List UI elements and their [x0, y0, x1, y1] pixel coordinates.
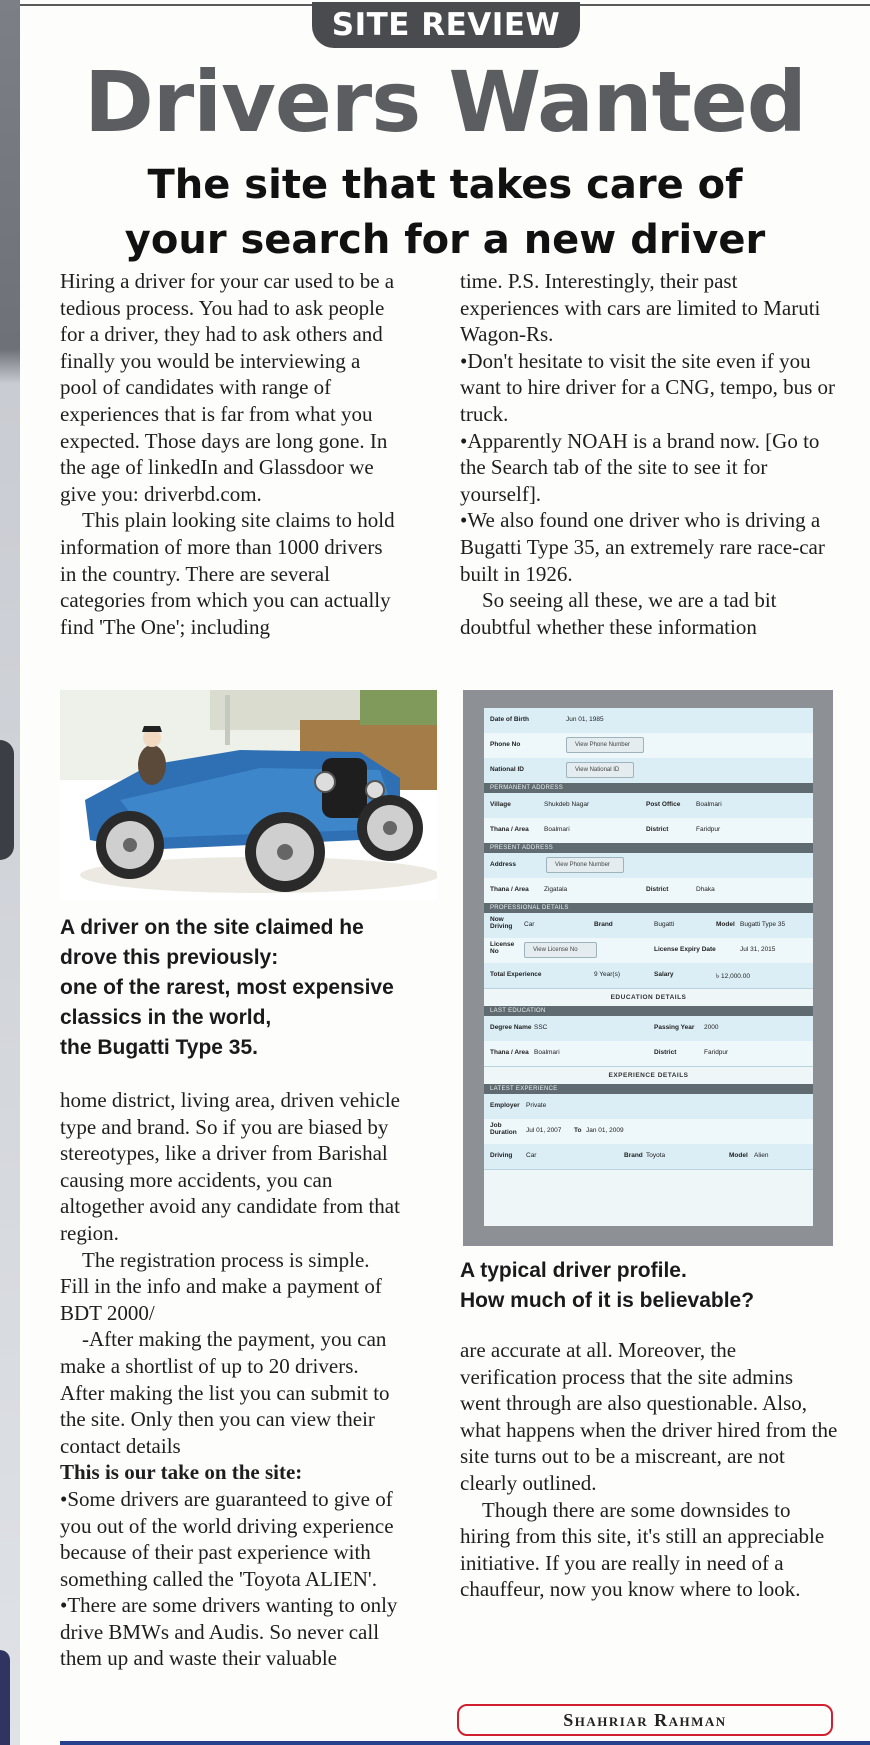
paragraph	[60, 268, 400, 507]
bullet-paragraph	[60, 1486, 400, 1592]
profile-row-experience	[484, 963, 813, 989]
profile-label: To	[574, 1127, 582, 1134]
profile-value: Bugatti	[654, 921, 675, 928]
profile-label: Thana / Area	[490, 1049, 529, 1056]
view-license-button[interactable]: View License No	[524, 942, 597, 958]
education-details-heading: EDUCATION DETAILS	[610, 994, 687, 1001]
view-address-button[interactable]: View Phone Number	[546, 857, 624, 873]
profile-value: ৳ 12,000.00	[716, 973, 750, 980]
view-phone-number-button[interactable]: View Phone Number	[566, 737, 644, 753]
section-latest-experience: LATEST EXPERIENCE	[484, 1084, 813, 1094]
section-permanent-address: PERMANENT ADDRESS	[484, 783, 813, 793]
profile-label: License No	[490, 941, 515, 955]
profile-value: Jun 01, 1985	[566, 716, 604, 723]
profile-row-dob	[484, 708, 813, 734]
paragraph-text: Though there are some downsides to hiring from this site, it's still an appreciable initiative. If you are really in need of a chauffeur, now you know where to look.	[460, 1497, 825, 1602]
paragraph-text: Apparently NOAH is a brand now. [Go to the Search tab of the site to see it for yourself].	[460, 428, 820, 506]
profile-row-edu-thana	[484, 1041, 813, 1067]
bullet-paragraph	[460, 428, 838, 508]
deck-line: your search for a new driver	[124, 217, 766, 263]
bullet-icon: •	[60, 1593, 68, 1618]
deck	[20, 158, 870, 268]
column-2-bottom	[460, 1337, 838, 1603]
bullet-icon: •	[460, 428, 468, 453]
section-present-address: PRESENT ADDRESS	[484, 843, 813, 853]
profile-row-employer	[484, 1094, 813, 1120]
paragraph	[460, 1497, 838, 1603]
paragraph	[60, 1326, 400, 1459]
column-1-top	[60, 268, 400, 640]
profile-value: 2000	[704, 1024, 719, 1031]
paragraph-text: This is our take on the site:	[60, 1460, 303, 1485]
profile-label: Now Driving	[490, 916, 513, 930]
section-kicker: SITE REVIEW	[312, 2, 580, 48]
profile-row-thana	[484, 818, 813, 844]
profile-row-job-duration	[484, 1119, 813, 1145]
paragraph-text: time. P.S. Interestingly, their past experiences with cars are limited to Maruti Wagon-Rs.	[460, 269, 821, 347]
profile-value: Alien	[754, 1152, 769, 1159]
profile-label: Thana / Area	[490, 886, 529, 893]
caption-line: classics in the world,	[60, 1006, 272, 1029]
profile-label: Date of Birth	[490, 716, 529, 723]
column-2-top	[460, 268, 838, 640]
profile-caption	[460, 1256, 840, 1316]
profile-label: Total Experience	[490, 971, 542, 978]
bullet-paragraph	[460, 507, 838, 587]
profile-value: Boalmari	[544, 826, 570, 833]
profile-value: Jan 01, 2009	[586, 1127, 624, 1134]
paragraph-text: -After making the payment, you can make a shortlist of up to 20 drivers. After making the list you can submit to the site. Only then you can view their contact details	[60, 1327, 390, 1458]
paragraph-text: are accurate at all. Moreover, the verification process that the site admins went through are also questionable. Also, what happens when the driver hired from the site turns out to be a miscreant, are not clearly outlined.	[460, 1338, 838, 1495]
profile-row-driving	[484, 1144, 813, 1170]
photo-caption	[60, 913, 440, 1063]
profile-value: 9 Year(s)	[594, 971, 621, 978]
caption-line: A driver on the site claimed he	[60, 916, 364, 939]
driver-profile-screenshot	[463, 690, 833, 1246]
paragraph-text: Hiring a driver for your car used to be a tedious process. You had to ask people for a driver, they had to ask others and finally you would be interviewing a pool of candidates with range of experiences that is far from what you expected. Those days are long gone. In the age of linkedIn and Glassdoor we give you: driverbd.com.	[60, 269, 395, 506]
profile-row-phone	[484, 733, 813, 759]
bugatti-car-illustration	[60, 690, 437, 900]
paragraph	[60, 1087, 400, 1247]
profile-row-license	[484, 938, 813, 964]
profile-value: Private	[526, 1102, 547, 1109]
profile-label: District	[654, 1049, 677, 1056]
section-professional-details: PROFESSIONAL DETAILS	[484, 903, 813, 913]
deck-line: The site that takes care of	[147, 162, 743, 208]
profile-value: Boalmari	[696, 801, 722, 808]
bullet-icon: •	[60, 1486, 68, 1511]
profile-row-address	[484, 853, 813, 879]
paragraph	[460, 268, 838, 348]
profile-label: District	[646, 826, 669, 833]
paragraph	[460, 1337, 838, 1497]
paragraph	[60, 1247, 400, 1327]
profile-value: Jul 31, 2015	[740, 946, 776, 953]
profile-value: Car	[526, 1152, 537, 1159]
paragraph-text: home district, living area, driven vehicle type and brand. So if you are biased by stereotypes, like a driver from Barishal causing more accidents, you can altogether avoid any candidate from that region.	[60, 1088, 400, 1245]
profile-value: Zigatala	[544, 886, 568, 893]
paragraph-text: So seeing all these, we are a tad bit doubtful whether these information	[460, 588, 777, 639]
profile-label: Village	[490, 801, 511, 808]
profile-label: Driving	[490, 1152, 513, 1159]
left-margin-tab	[0, 740, 14, 860]
paragraph	[460, 587, 838, 640]
profile-label: Brand	[624, 1152, 643, 1159]
paragraph-text: Don't hesitate to visit the site even if you want to hire driver for a CNG, tempo, bus or truck.	[460, 348, 835, 426]
paragraph-text: We also found one driver who is driving a Bugatti Type 35, an extremely rare race-car built in 1926.	[460, 508, 825, 586]
profile-value: Boalmari	[534, 1049, 560, 1056]
profile-value: SSC	[534, 1024, 548, 1031]
profile-row-now-driving	[484, 913, 813, 939]
view-national-id-button[interactable]: View National ID	[566, 762, 634, 778]
subheading	[60, 1459, 400, 1486]
profile-label: District	[646, 886, 669, 893]
paragraph-text: The registration process is simple. Fill in the info and make a payment of BDT 2000/	[60, 1247, 382, 1325]
byline: Shahriar Rahman	[457, 1704, 833, 1736]
bullet-paragraph	[60, 1592, 400, 1672]
paragraph-text: This plain looking site claims to hold information of more than 1000 drivers in the country. There are several categories from which you can actually find 'The One'; including	[60, 508, 395, 639]
profile-label: Phone No	[490, 741, 521, 748]
profile-value: Faridpur	[696, 826, 721, 833]
profile-label: Degree Name	[490, 1024, 532, 1031]
profile-value: Jul 01, 2007	[526, 1127, 562, 1134]
paragraph-text: There are some drivers wanting to only drive BMWs and Audis. So never call them up and waste their valuable	[60, 1593, 398, 1671]
profile-value: Car	[524, 921, 535, 928]
profile-value: Faridpur	[704, 1049, 729, 1056]
profile-row-thana-present	[484, 878, 813, 904]
headline: Drivers Wanted	[84, 53, 806, 151]
caption-line: A typical driver profile.	[460, 1259, 687, 1282]
profile-label: Brand	[594, 921, 613, 928]
caption-line: the Bugatti Type 35.	[60, 1036, 258, 1059]
profile-label: Salary	[654, 971, 674, 978]
profile-row-nid	[484, 758, 813, 784]
profile-row-degree	[484, 1016, 813, 1042]
profile-label: License Expiry Date	[654, 946, 716, 953]
caption-line: drove this previously:	[60, 946, 279, 969]
paragraph	[60, 507, 400, 640]
profile-value: Bugatti Type 35	[740, 921, 786, 928]
caption-line: one of the rarest, most expensive	[60, 976, 394, 999]
profile-value: Shukdeb Nagar	[544, 801, 590, 808]
profile-value: Toyota	[646, 1152, 666, 1159]
profile-label: Post Office	[646, 801, 681, 808]
paragraph-text: Some drivers are guaranteed to give of you out of the world driving experience because of their past experience with something called the 'Toyota ALIEN'.	[60, 1486, 394, 1591]
bugatti-photo	[60, 690, 437, 900]
bullet-icon: •	[460, 348, 468, 373]
profile-panel	[484, 708, 813, 1226]
left-margin-tab-bottom	[0, 1650, 10, 1745]
profile-label: Job Duration	[490, 1122, 517, 1136]
bullet-icon: •	[460, 508, 468, 533]
bullet-paragraph	[460, 348, 838, 428]
profile-label: National ID	[490, 766, 524, 773]
profile-label: Thana / Area	[490, 826, 529, 833]
profile-label: Model	[716, 921, 735, 928]
section-last-education: LAST EDUCATION	[484, 1006, 813, 1016]
column-1-bottom	[60, 1087, 400, 1672]
profile-row-village	[484, 793, 813, 819]
profile-value: Dhaka	[696, 886, 715, 893]
profile-label: Address	[490, 861, 517, 868]
caption-line: How much of it is believable?	[460, 1289, 755, 1312]
left-margin-bar	[0, 0, 20, 1745]
experience-details-heading: EXPERIENCE DETAILS	[608, 1072, 689, 1079]
bottom-rule	[60, 1741, 870, 1745]
profile-label: Employer	[490, 1102, 520, 1109]
profile-label: Passing Year	[654, 1024, 695, 1031]
profile-label: Model	[729, 1152, 748, 1159]
